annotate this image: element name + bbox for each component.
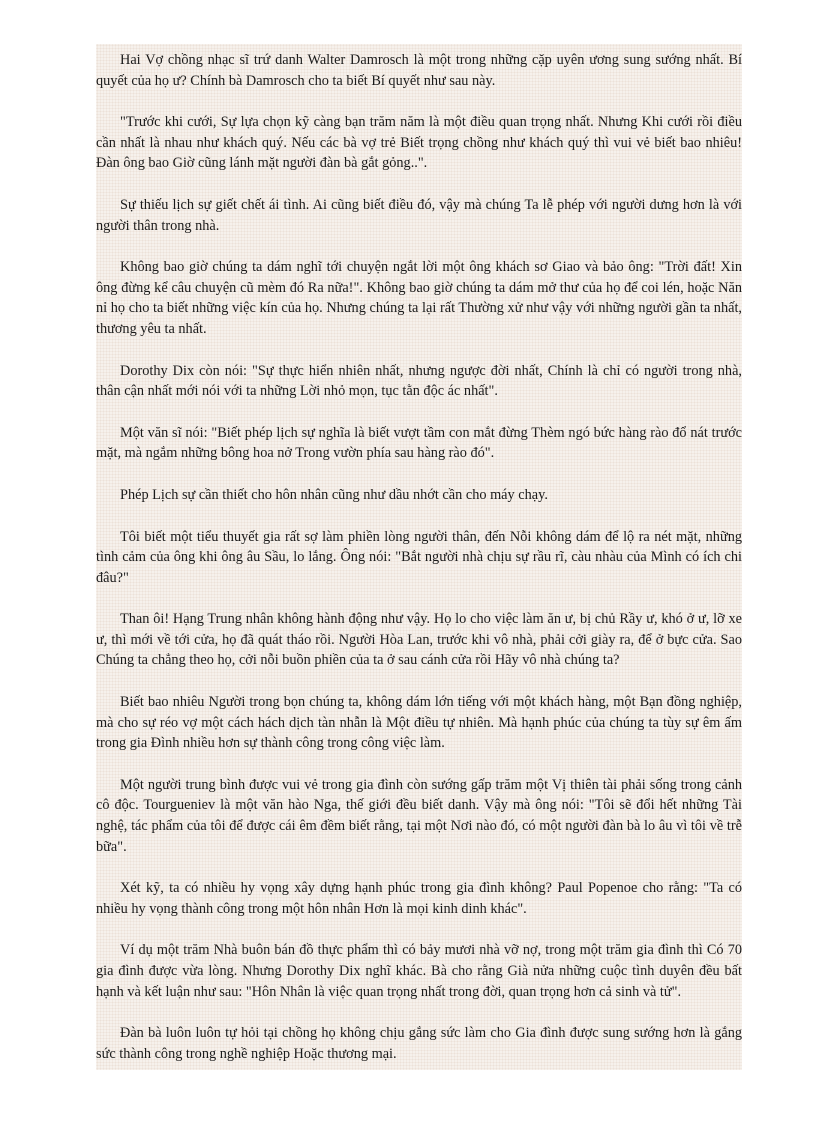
paragraph-4: Không bao giờ chúng ta dám nghĩ tới chuyện ngắt lời một ông khách sơ Giao và bảo ông: "Trời đất! Xin ông đừng kể câu chuyện cũ mèm đó Ra nữa!". Không bao giờ chúng ta dám mở thư của họ để coi lén, hoặc Năn nỉ họ cho ta biết những việc kín của họ. Nhưng chúng ta lại rất Thường xử như vậy với những người gần ta nhất, thương yêu ta nhất. <box>96 259 742 337</box>
paragraph-3: Sự thiếu lịch sự giết chết ái tình. Ai cũng biết điều đó, vậy mà chúng Ta lễ phép với người dưng hơn là với người thân trong nhà. <box>96 196 742 234</box>
paragraph-9: Than ôi! Hạng Trung nhân không hành động như vậy. Họ lo cho việc làm ăn ư, bị chủ Rầy ư, khó ở ư, lỡ xe ư, thì mới về tới cửa, họ đã quát tháo rồi. Người Hòa Lan, trước khi vô nhà, phải cởi giày ra, để ở bực cửa. Sao Chúng ta chẳng theo họ, cởi nỗi buồn phiền của ta ở sau cánh cửa rồi Hãy vô nhà chúng ta? <box>96 611 742 669</box>
paragraph-2: "Trước khi cưới, Sự lựa chọn kỹ càng bạn trăm năm là một điều quan trọng nhất. Nhưng Khi cưới rồi điều cần nhất là nhau như khách quý. Nếu các bà vợ trẻ Biết trọng chồng như khách quý thì vui vẻ biết bao nhiêu! Đàn ông bao Giờ cũng lánh mặt người đàn bà gắt gỏng..". <box>96 114 742 172</box>
paragraph-12: Xét kỹ, ta có nhiều hy vọng xây dựng hạnh phúc trong gia đình không? Paul Popenoe cho rằng: "Ta có nhiều hy vọng thành công trong một hôn nhân Hơn là mọi kinh dinh khác". <box>96 880 742 917</box>
paragraph-7: Phép Lịch sự cần thiết cho hôn nhân cũng như dầu nhớt cần cho máy chạy. <box>120 486 548 503</box>
paragraph-8: Tôi biết một tiểu thuyết gia rất sợ làm phiền lòng người thân, đến Nỗi không dám để lộ ra nét mặt, những tình cảm của ông khi ông âu Sầu, lo lắng. Ông nói: "Bắt người nhà chịu sự rầu rĩ, càu nhàu của Mình có ích chi đâu?" <box>96 528 742 586</box>
paragraph-11: Một người trung bình được vui vẻ trong gia đình còn sướng gấp trăm một Vị thiên tài phải sống trong cảnh cô độc. Tourgueniev là một văn hào Nga, thế giới đều biết danh. Vậy mà ông nói: "Tôi sẽ đổi hết những Tài nghệ, tác phẩm của tôi để được cái êm đềm biết rằng, tại một Nơi nào đó, có một người đàn bà lo âu vì tôi về trễ bữa". <box>96 776 742 855</box>
paragraph-14: Đàn bà luôn luôn tự hỏi tại chồng họ không chịu gắng sức làm cho Gia đình được sung sướng hơn là gắng sức thành công trong nghề nghiệp Hoặc thương mại. <box>96 1025 742 1062</box>
paragraph-6: Một văn sĩ nói: "Biết phép lịch sự nghĩa là biết vượt tầm con mắt đừng Thèm ngó bức hàng rào đổ nát trước mặt, mà ngắm những bông hoa nở Trong vườn phía sau hàng rào đó". <box>96 424 742 462</box>
paragraph-13: Ví dụ một trăm Nhà buôn bán đồ thực phẩm thì có bảy mươi nhà vỡ nợ, trong một trăm gia đình thì Có 70 gia đình được vừa lòng. Nhưng Dorothy Dix nghĩ khác. Bà cho rằng Già nửa những cuộc tình duyên đều bất hạnh và kết luận như sau: "Hôn Nhân là việc quan trọng nhất trong đời, quan trọng hơn cả sinh và tử". <box>96 942 742 1000</box>
paragraph-1: Hai Vợ chồng nhạc sĩ trứ danh Walter Damrosch là một trong những cặp uyên ương sung sướng nhất. Bí quyết của họ ư? Chính bà Damrosch cho ta biết Bí quyết như sau này. <box>96 52 742 89</box>
document-body <box>96 50 742 1064</box>
paragraph-10: Biết bao nhiêu Người trong bọn chúng ta, không dám lớn tiếng với một khách hàng, một Bạn đồng nghiệp, mà cho sự réo vợ một cách hách dịch tàn nhẫn là Một điều tự nhiên. Mà hạnh phúc của chúng ta tùy sự êm ấm trong gia Đình nhiều hơn sự thành công trong công việc làm. <box>96 694 742 752</box>
paragraph-5: Dorothy Dix còn nói: "Sự thực hiển nhiên nhất, nhưng ngược đời nhất, Chính là chỉ có người trong nhà, thân cận nhất mới nói với ta những Lời nhỏ mọn, tục tằn độc ác nhất". <box>96 362 742 400</box>
